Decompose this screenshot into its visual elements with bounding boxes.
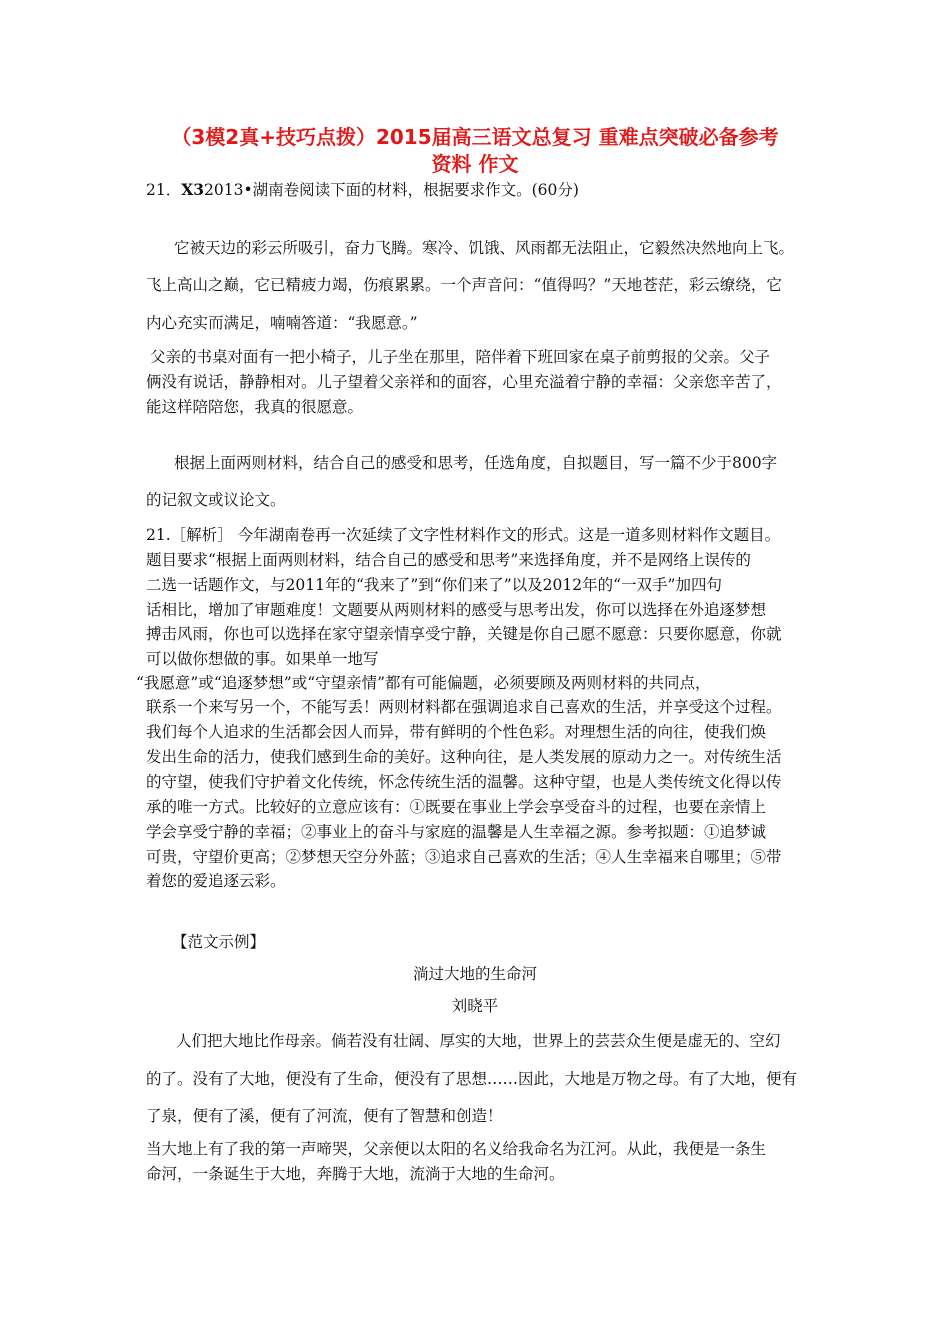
essay-author: 刘晓平 xyxy=(451,997,499,1015)
analysis-line-5: 搏击风雨，你也可以选择在家守望亲情享受宁静，关键是你自己愿不愿意：只要你愿意，你就 xyxy=(146,625,782,643)
analysis-line-2: 题目要求“根据上面两则材料，结合自己的感受和思考”来选择角度，并不是网络上误传的 xyxy=(146,551,751,569)
material1-line-1: 它被天边的彩云所吸引，奋力飞腾。寒冷、饥饿、风雨都无法阻止，它毅然决然地向上飞。 xyxy=(174,239,795,257)
material2-line-3: 能这样陪陪您，我真的很愿意。 xyxy=(146,398,364,416)
question-text: 2013•湖南卷阅读下面的材料，根据要求作文。(60分) xyxy=(204,181,579,199)
material1-line-2: 飞上高山之巅，它已精疲力竭，伤痕累累。一个声音问：“值得吗？”天地苍茫，彩云缭绕，它 xyxy=(146,276,782,294)
analysis-line-13: 学会享受宁静的幸福；②事业上的奋斗与家庭的温馨是人生幸福之源。参考拟题：①追梦诚 xyxy=(146,823,767,841)
question-tag: X3 xyxy=(181,180,205,199)
analysis-line-12: 承的唯一方式。比较好的立意应该有：①既要在事业上学会享受奋斗的过程，也要在亲情上 xyxy=(146,798,767,816)
material2-line-1: 父亲的书桌对面有一把小椅子，儿子坐在那里，陪伴着下班回家在桌子前剪报的父亲。父子 xyxy=(150,348,771,366)
material1-line-3: 内心充实而满足，喃喃答道：“我愿意。” xyxy=(146,314,418,332)
essay-line-2: 的了。没有了大地，便没有了生命，便没有了思想……因此，大地是万物之母。有了大地，便有 xyxy=(146,1070,798,1088)
analysis-line-10: 发出生命的活力，使我们感到生命的美好。这种向往，是人类发展的原动力之一。对传统生活 xyxy=(146,748,782,766)
example-label: 【范文示例】 xyxy=(172,933,266,951)
question-heading xyxy=(146,178,816,200)
essay-line-1: 人们把大地比作母亲。倘若没有壮阔、厚实的大地，世界上的芸芸众生便是虚无的、空幻 xyxy=(176,1032,781,1050)
analysis-line-3: 二选一话题作文，与2011年的“我来了”到“你们来了”以及2012年的“一双手”加四句 xyxy=(146,576,722,594)
title-line-2: 资料 作文 xyxy=(431,152,519,176)
requirement-line-1: 根据上面两则材料，结合自己的感受和思考，任选角度，自拟题目，写一篇不少于800字 xyxy=(174,454,778,472)
analysis-line-9: 我们每个人追求的生活都会因人而异，带有鲜明的个性色彩。对理想生活的向往，使我们焕 xyxy=(146,723,767,741)
analysis-line-11: 的守望，使我们守护着文化传统，怀念传统生活的温馨。这种守望，也是人类传统文化得以传 xyxy=(146,773,782,791)
material2-line-2: 俩没有说话，静静相对。儿子望着父亲祥和的面容，心里充溢着宁静的幸福：父亲您辛苦了， xyxy=(146,373,782,391)
analysis-line-4: 话相比，增加了审题难度！文题要从两则材料的感受与思考出发，你可以选择在外追逐梦想 xyxy=(146,601,767,619)
analysis-line-15: 着您的爱追逐云彩。 xyxy=(146,872,286,890)
essay-line-4: 当大地上有了我的第一声啼哭，父亲便以太阳的名义给我命名为江河。从此，我便是一条生 xyxy=(146,1140,767,1158)
analysis-line-14: 可贵，守望价更高；②梦想天空分外蓝；③追求自己喜欢的生活；④人生幸福来自哪里；⑤带 xyxy=(146,848,782,866)
analysis-line-6: 可以做你想做的事。如果单一地写 xyxy=(146,650,379,668)
document-title xyxy=(100,124,850,178)
requirement-line-2: 的记叙文或议论文。 xyxy=(146,491,286,509)
question-number: 21． xyxy=(146,181,182,199)
analysis-line-7: “我愿意”或“追逐梦想”或“守望亲情”都有可能偏题，必须要顾及两则材料的共同点， xyxy=(136,674,711,692)
essay-title: 淌过大地的生命河 xyxy=(412,965,537,983)
essay-line-3: 了泉，便有了溪，便有了河流，便有了智慧和创造！ xyxy=(146,1107,503,1125)
analysis-line-8: 联系一个来写另一个，不能写丢！两则材料都在强调追求自己喜欢的生活，并享受这个过程。 xyxy=(146,698,782,716)
essay-line-5: 命河，一条诞生于大地，奔腾于大地，流淌于大地的生命河。 xyxy=(146,1165,565,1183)
title-line-1: （3模2真+技巧点拨）2015届高三语文总复习 重难点突破必备参考 xyxy=(171,125,779,149)
analysis-line-1: 21.［解析］ 今年湖南卷再一次延续了文字性材料作文的形式。这是一道多则材料作文题目。 xyxy=(146,526,781,544)
